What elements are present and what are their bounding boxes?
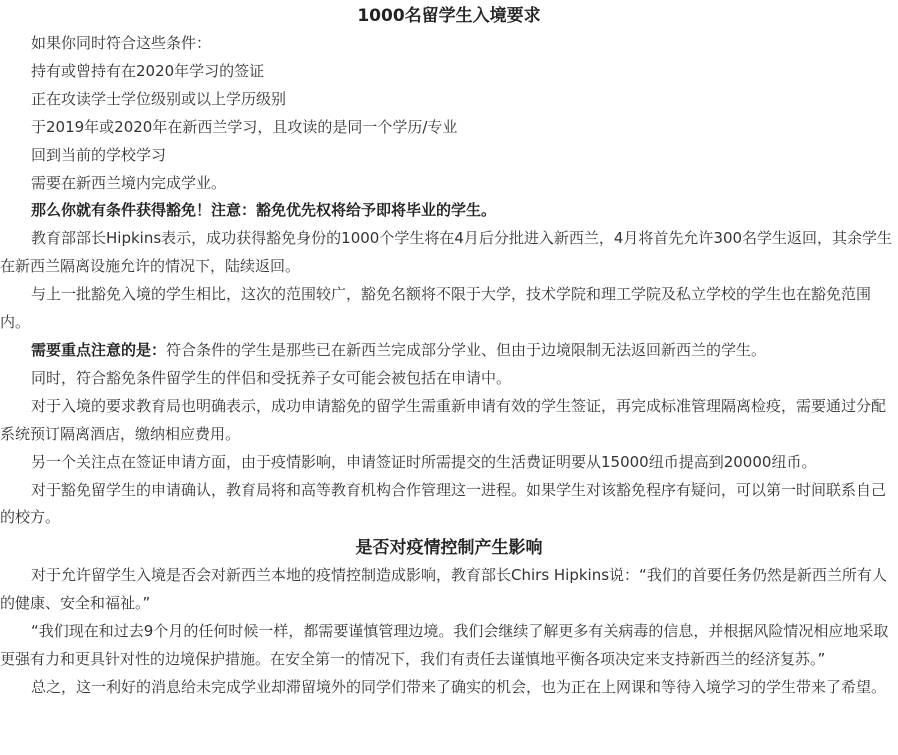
- eligibility-notice-bold: 那么你就有条件获得豁免！注意：豁免优先权将给予即将毕业的学生。: [31, 201, 497, 220]
- confirm-paragraph: 对于豁免留学生的申请确认，教育局将和高等教育机构合作管理这一进程。如果学生对该豁免程序有疑问，可以第一时间联系自己的校方。: [0, 480, 887, 527]
- scope-paragraph: 与上一批豁免入境的学生相比，这次的范围较广，豁免名额将不限于大学，技术学院和理工学院及私立学校的学生也在豁免范围内。: [0, 285, 872, 332]
- funds-paragraph: 另一个关注点在签证申请方面，由于疫情影响，申请签证时所需提交的生活费证明要从15000纽币提高到20000纽币。: [31, 452, 817, 471]
- key-note-paragraph: [0, 337, 898, 365]
- condition-item: 于2019年或2020年在新西兰学习，且攻读的是同一个学历/专业: [31, 117, 458, 136]
- section2-title: 是否对疫情控制产生影响: [355, 538, 543, 559]
- key-note-label: 需要重点注意的是：: [31, 340, 167, 359]
- partners-paragraph: 同时，符合豁免条件留学生的伴侣和受抚养子女可能会被包括在申请中。: [31, 368, 512, 387]
- condition-item: 回到当前的学校学习: [31, 145, 167, 164]
- condition-item: 持有或曾持有在2020年学习的签证: [31, 61, 265, 80]
- intro-text: 如果你同时符合这些条件：: [31, 34, 212, 52]
- condition-item: 正在攻读学士学位级别或以上学历级别: [31, 89, 287, 108]
- visa-paragraph: 对于入境的要求教育局也明确表示，成功申请豁免的留学生需重新申请有效的学生签证，再完成标准管理隔离检疫，需要通过分配系统预订隔离酒店，缴纳相应费用。: [0, 396, 887, 443]
- impact-paragraph: 对于允许留学生入境是否会对新西兰本地的疫情控制造成影响，教育部长Chirs Hipkins说：“我们的首要任务仍然是新西兰所有人的健康、安全和福祉。”: [0, 566, 887, 613]
- hipkins-paragraph: 教育部部长Hipkins表示，成功获得豁免身份的1000个学生将在4月后分批进入新西兰，4月将首先允许300名学生返回，其余学生在新西兰隔离设施允许的情况下，陆续返回。: [0, 229, 893, 276]
- section1-title: 1000名留学生入境要求: [357, 6, 541, 26]
- quote-paragraph: “我们现在和过去9个月的任何时候一样，都需要谨慎管理边境。我们会继续了解更多有关病毒的信息，并根据风险情况相应地采取更强有力和更具针对性的边境保护措施。在安全第一的情况下，我们有责任去谨慎地平衡各项决定来支持新西兰的经济复苏。”: [0, 622, 889, 669]
- eligibility-notice: [0, 197, 898, 225]
- key-note-text: 符合条件的学生是那些已在新西兰完成部分学业、但由于边境限制无法返回新西兰的学生。: [166, 340, 767, 359]
- condition-item: 需要在新西兰境内完成学业。: [31, 173, 227, 192]
- summary-paragraph: 总之，这一利好的消息给未完成学业却滞留境外的同学们带来了确实的机会，也为正在上网课和等待入境学习的学生带来了希望。: [31, 677, 887, 696]
